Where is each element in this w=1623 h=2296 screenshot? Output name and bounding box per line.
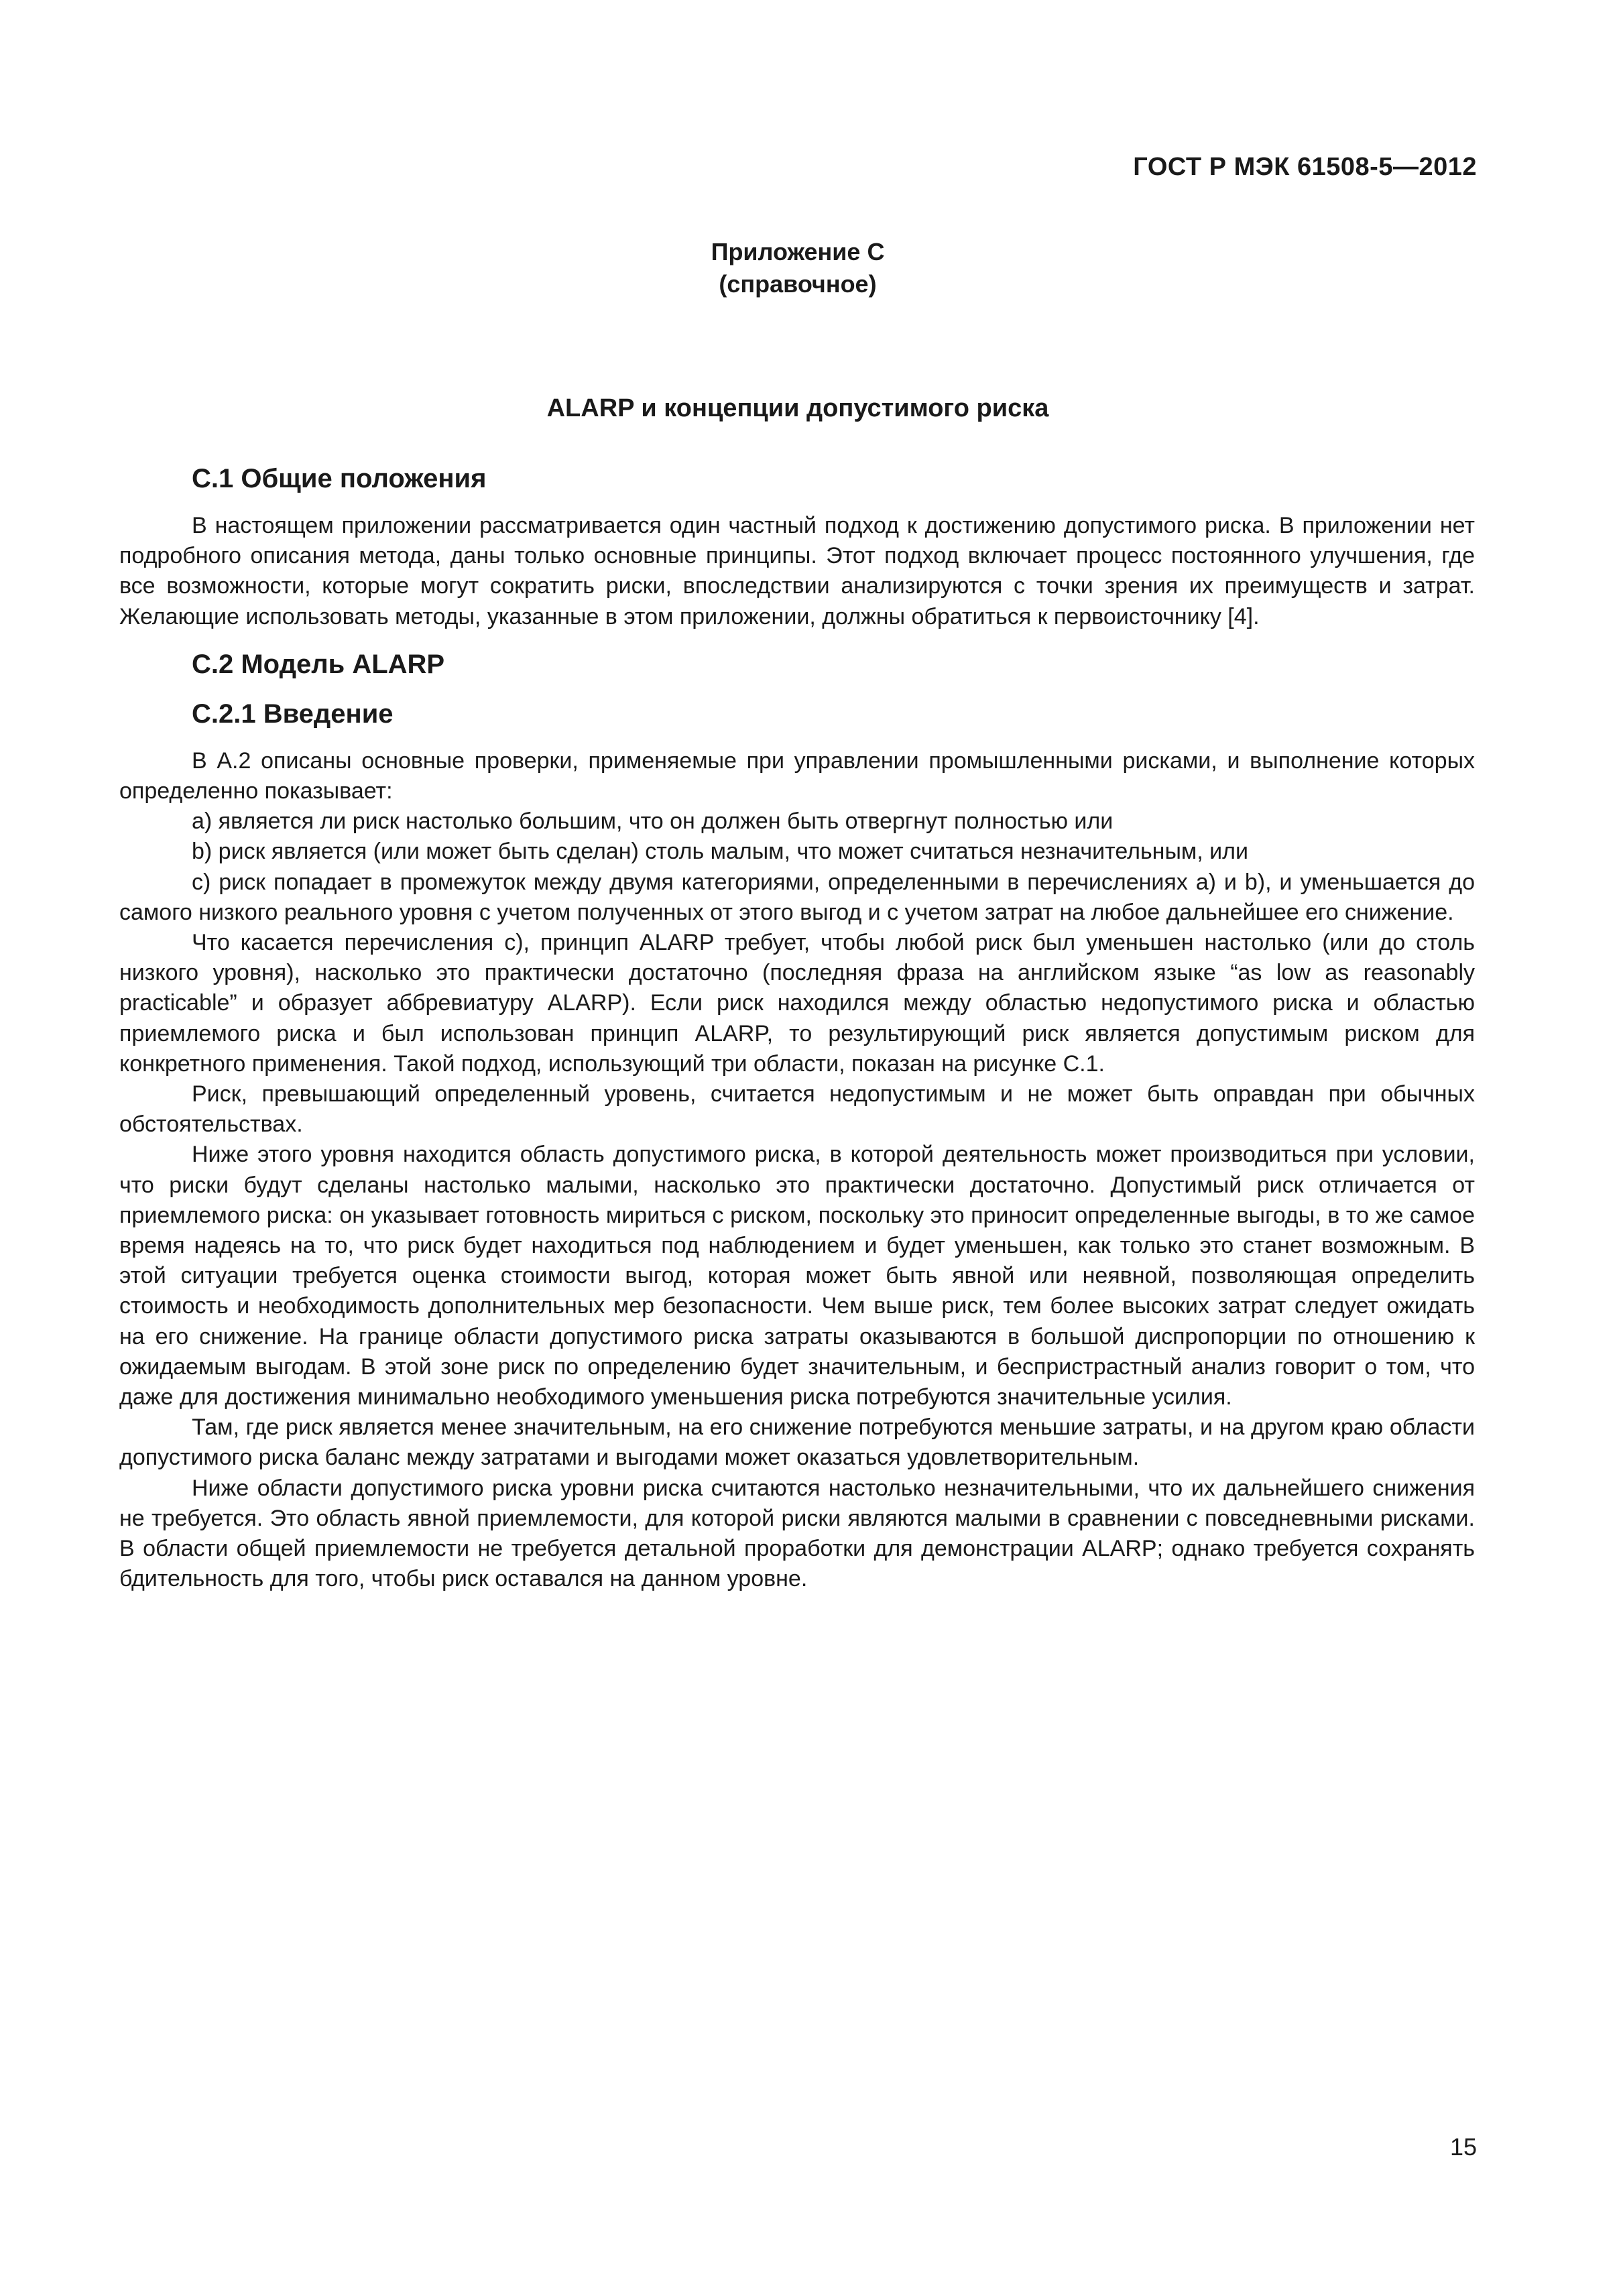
section-c1-heading: С.1 Общие положения bbox=[192, 464, 487, 493]
paragraph: В А.2 описаны основные проверки, применяемые при управлении промышленными рисками, и выполнение которых определенно показывает: bbox=[119, 747, 1475, 804]
document-body bbox=[119, 461, 1475, 1595]
list-item-a: а) является ли риск настолько большим, что он должен быть отвергнут полностью или bbox=[192, 808, 1114, 835]
paragraph: Ниже области допустимого риска уровни риска считаются настолько незначительными, что их дальнейшего снижения не требуется. Это область явной приемлемости, для которой риски являются малыми в сравнении с повседневными рисками. В области общей приемлемости не требуется детальной проработки для демонстрации ALARP; однако требуется сохранять бдительность для того, чтобы риск оставался на данном уровне. bbox=[119, 1475, 1476, 1592]
paragraph: В настоящем приложении рассматривается один частный подход к достижению допустимого риска. В приложении нет подробного описания метода, даны только основные принципы. Этот подход включает процесс постоянного улучшения, где все возможности, которые могут сократить риски, впоследствии анализируются с точки зрения их преимуществ и затрат. Желающие использовать методы, указанные в этом приложении, должны обратиться к первоисточнику [4]. bbox=[119, 513, 1475, 629]
document-code: ГОСТ Р МЭК 61508-5—2012 bbox=[1133, 153, 1477, 181]
appendix-heading bbox=[0, 236, 1596, 300]
page-number: 15 bbox=[1449, 2133, 1477, 2161]
list-item-b: b) риск является (или может быть сделан) столь малым, что может считаться незначительным, или bbox=[192, 839, 1248, 865]
section-c21-heading: С.2.1 Введение bbox=[192, 699, 394, 729]
list-item-c: с) риск попадает в промежуток между двумя категориями, определенными в перечислениях а) и b), и уменьшается до самого низкого реального уровня с учетом полученных от этого выгод и с учетом затрат на любое дальнейшее его снижение. bbox=[119, 869, 1475, 925]
appendix-type: (справочное) bbox=[719, 270, 877, 298]
paragraph: Ниже этого уровня находится область допустимого риска, в которой деятельность может производиться при условии, что риски будут сделаны настолько малыми, насколько это практически достаточно. Допустимый риск отличается от приемлемого риска: он указывает готовность мириться с риском, поскольку это приносит определенные выгоды, в то же самое время надеясь на то, что риск будет находиться под наблюдением и будет уменьшен, как только это станет возможным. В этой ситуации требуется оценка стоимости выгод, которая может быть явной или неявной, позволяющая определить стоимость и необходимость дополнительных мер безопасности. Чем выше риск, тем более высоких затрат следует ожидать на его снижение. На границе области допустимого риска затраты оказываются в большой диспропорции по отношению к ожидаемым выгодам. В этой зоне риск по определению будет значительным, и беспристрастный анализ говорит о том, что даже для достижения минимально необходимого уменьшения риска потребуются значительные усилия. bbox=[119, 1142, 1475, 1410]
appendix-title: ALARP и концепции допустимого риска bbox=[546, 394, 1049, 422]
paragraph: Риск, превышающий определенный уровень, считается недопустимым и не может быть оправдан при обычных обстоятельствах. bbox=[119, 1081, 1475, 1138]
paragraph: Что касается перечисления с), принцип ALARP требует, чтобы любой риск был уменьшен настолько (или до столь низкого уровня), насколько это практически достаточно (последняя фраза на английском языке “as low as reasonably practicable” и образует аббревиатуру ALARP). Если риск находился между областью недопустимого риска и областью приемлемого риска и был использован принцип ALARP, то результирующий риск является допустимым риском для конкретного применения. Такой подход, использующий три области, показан на рисунке С.1. bbox=[119, 930, 1475, 1077]
appendix-label: Приложение С bbox=[711, 238, 885, 265]
paragraph: Там, где риск является менее значительным, на его снижение потребуются меньшие затраты, и на другом краю области допустимого риска баланс между затратами и выгодами может оказаться удовлетворительным. bbox=[119, 1414, 1475, 1471]
section-c2-heading: С.2 Модель ALARP bbox=[192, 649, 445, 679]
